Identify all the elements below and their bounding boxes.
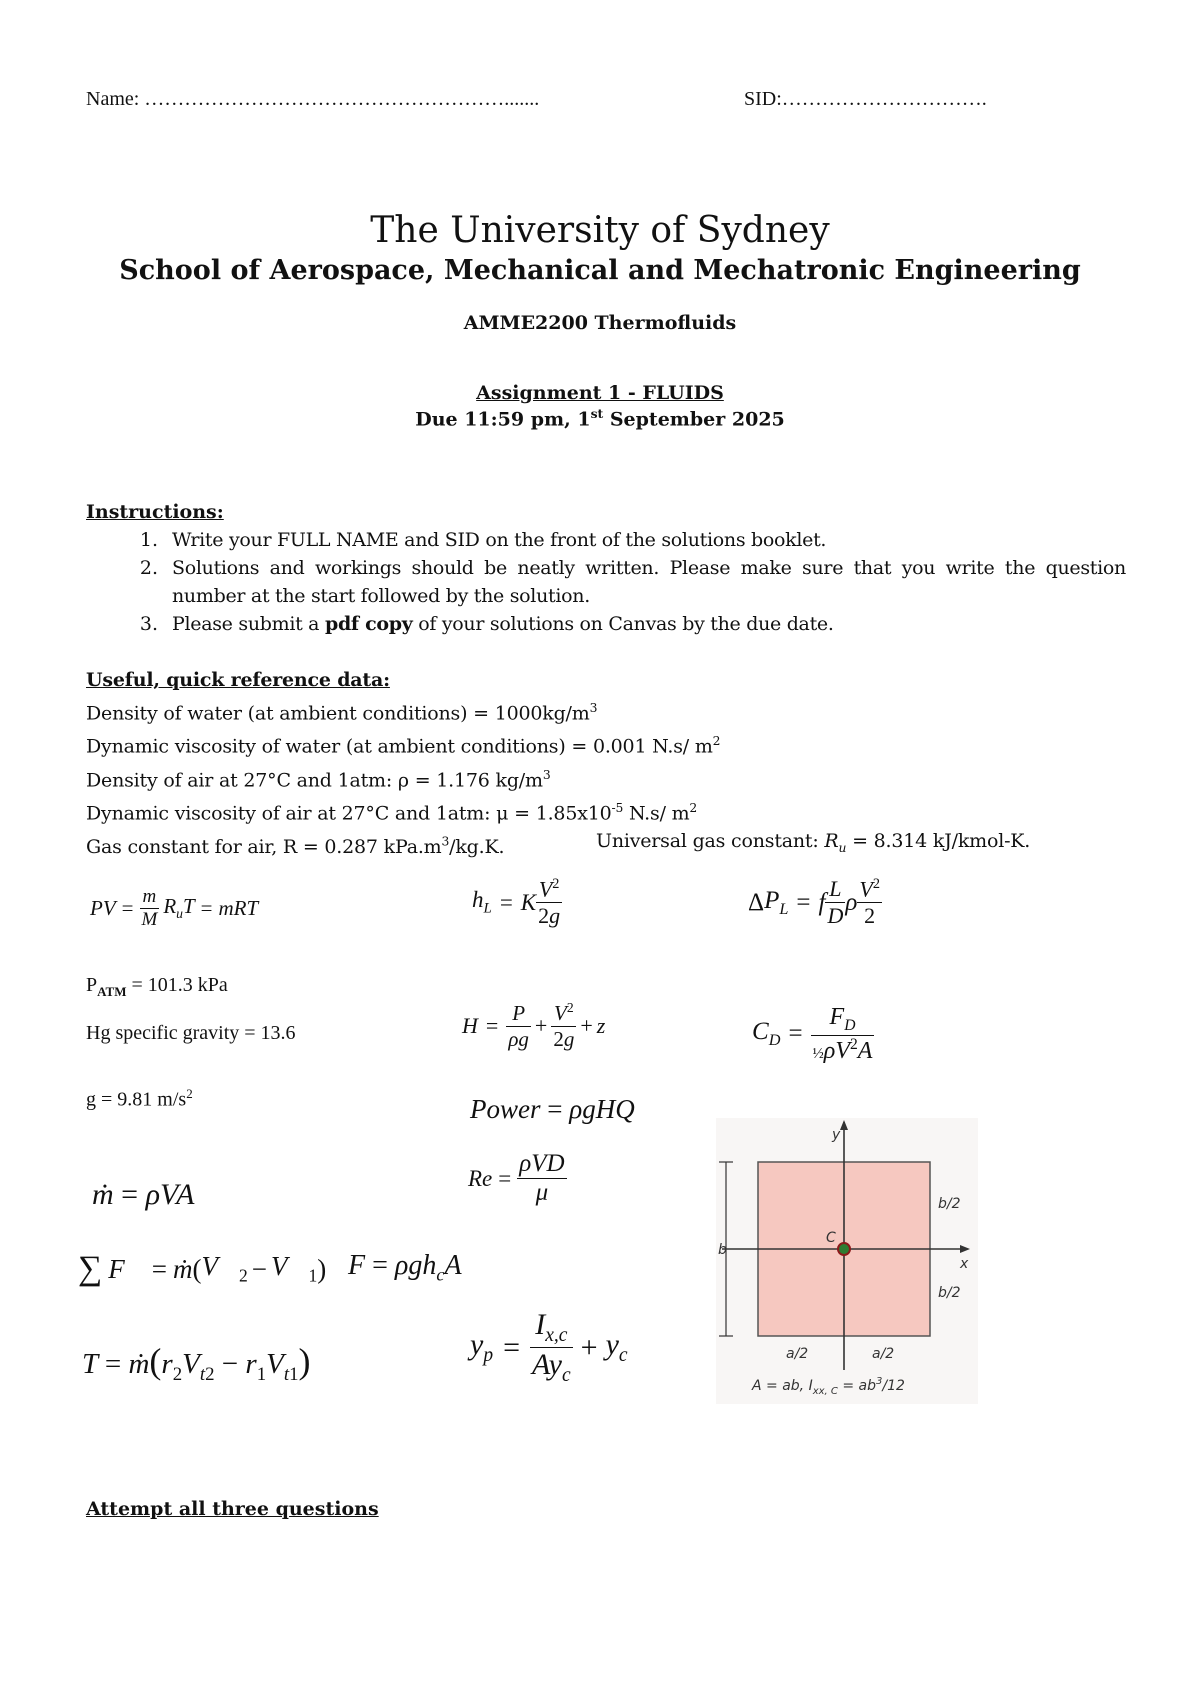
school-title: School of Aerospace, Mechanical and Mechatronic Engineering xyxy=(119,255,1081,286)
mass-flow-equation: ṁ = ρVA xyxy=(92,1178,195,1211)
instruction-item: 3. Please submit a pdf copy of your solutions on Canvas by the due date. xyxy=(139,613,834,635)
half-a-right-label: a/2 xyxy=(872,1346,895,1362)
hg-specific-gravity: Hg specific gravity = 13.6 xyxy=(86,1022,296,1044)
diagram-svg xyxy=(716,1118,978,1404)
head-loss-equation: $h_L$ = K $\frac{V^2}{2g}$ xyxy=(472,876,561,929)
due-date: Due 11:59 pm, 1st September 2025 xyxy=(415,406,785,431)
instructions-section xyxy=(86,498,1126,638)
half-a-left-label: a/2 xyxy=(786,1346,809,1362)
centroid-label: C xyxy=(826,1230,836,1246)
ideal-gas-equation: PV = $\frac{m}{M}$ $R_uT$ = mRT xyxy=(90,886,259,930)
instruction-item: 2. Solutions and workings should be neatly written. Please make sure that you write the question number at the start followed by the solution. xyxy=(139,557,1126,607)
attempt-all-notice: Attempt all three questions xyxy=(86,1498,379,1520)
instructions-heading: Instructions: xyxy=(86,501,224,523)
half-b-bottom-label: b/2 xyxy=(938,1285,961,1301)
drag-coefficient-equation: $C_D$ = $\frac{F_D}{\frac{1}{2}\rho V^2A}$ xyxy=(752,1004,873,1064)
gas-constants: Gas constant for air, R = 0.287 $kPa.m^3/kg.K$. Universal gas constant: $R_u = 8.314$ kJ/kmol-K. xyxy=(86,830,1031,858)
gravity-constant: g = 9.81 $m/s^2$ xyxy=(86,1086,193,1111)
diagram-caption: A = ab, $I_{xx, C} = ab^3/12$ xyxy=(752,1376,905,1397)
reference-section xyxy=(86,666,1146,861)
y-axis-label: y xyxy=(832,1127,841,1143)
y-axis-arrow-icon xyxy=(840,1120,848,1130)
rectangle-centroid-diagram xyxy=(716,1118,978,1404)
sid-field: SID:…………………………. xyxy=(744,88,987,110)
air-density: Density of air at 27°C and 1atm: ρ = 1.176 $kg/m^3$ xyxy=(86,767,551,791)
instruction-item: 1. Write your FULL NAME and SID on the front of the solutions booklet. xyxy=(139,529,827,551)
center-of-pressure-equation: $y_p$ = $\frac{I_{x,c}}{Ay_c}$ + $y_c$ xyxy=(470,1308,628,1386)
assignment-title: Assignment 1 - FLUIDS xyxy=(476,382,724,404)
water-viscosity: Dynamic viscosity of water (at ambient conditions) = 0.001 N.s/ $m^2$ xyxy=(86,734,721,758)
total-head-equation: H = $\frac{P}{\rho g}$ + $\frac{V^2}{2g}$ + z xyxy=(462,1000,606,1051)
half-b-top-label: b/2 xyxy=(938,1196,961,1212)
reynolds-equation: Re = $\frac{\text{ρVD}}{\mu}$ xyxy=(468,1150,565,1206)
centroid-point xyxy=(838,1243,850,1255)
power-equation: Power = ρgHQ xyxy=(470,1094,635,1124)
x-axis-arrow-icon xyxy=(960,1245,970,1253)
torque-equation: $T = ṁ(r_2V_{t2} - r_1V_{t1})$ xyxy=(82,1341,311,1385)
reference-heading: Useful, quick reference data: xyxy=(86,669,390,691)
pressure-loss-equation: Δ $P_L$ = f $\frac{L}{D}$ ρ $\frac{V^2}{2}$ xyxy=(748,876,880,929)
x-axis-label: x xyxy=(960,1256,969,1272)
hydrostatic-force-equation: F = ρgh$_c$A xyxy=(348,1250,462,1285)
course-title: AMME2200 Thermofluids xyxy=(463,312,737,334)
university-title: The University of Sydney xyxy=(370,210,830,251)
water-density: Density of water (at ambient conditions) = $1000kg/m^3$ xyxy=(86,701,598,725)
atmospheric-pressure: $P_{ATM} = 101.3$ kPa xyxy=(86,974,228,999)
b-label: b xyxy=(718,1242,727,1258)
name-field: Name: ………………………………………………....... xyxy=(86,88,540,110)
momentum-equation: ∑ F⃗ = ṁ ( $V⃗_2$ − $V⃗_1$ ) xyxy=(78,1250,327,1287)
air-viscosity: Dynamic viscosity of air at 27°C and 1atm: $\mu = 1.85x10^{-5}$ N.s/ $m^2$ xyxy=(86,800,698,825)
